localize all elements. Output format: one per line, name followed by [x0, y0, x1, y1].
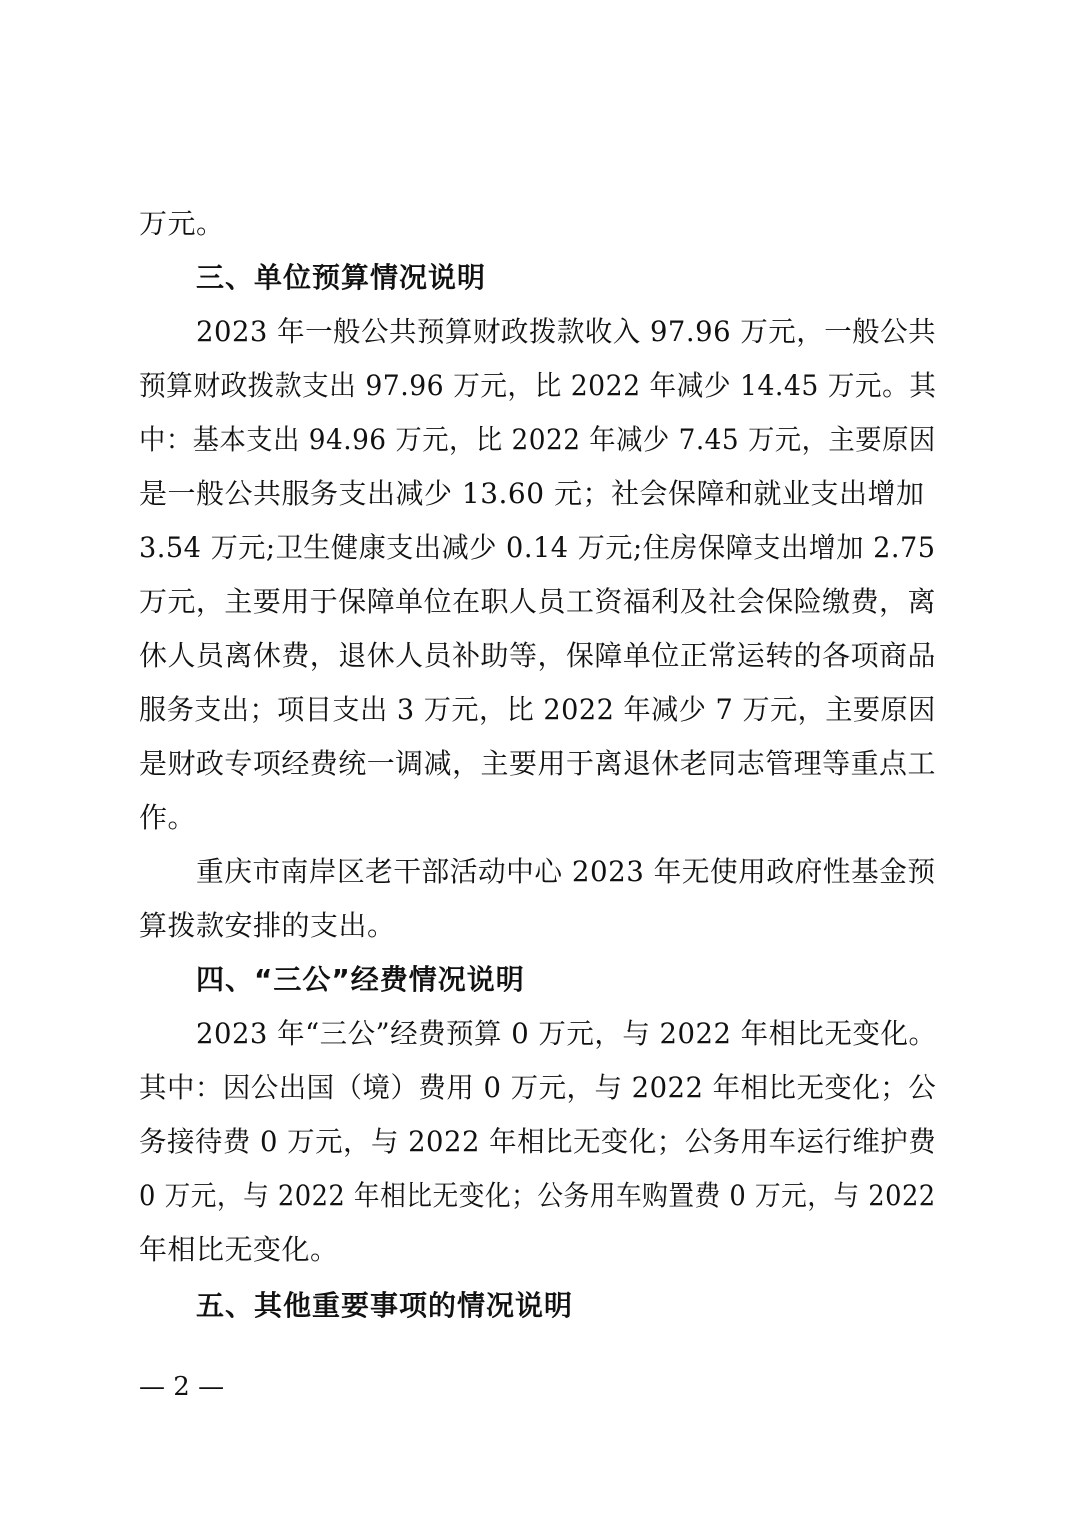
- text-line: 2023 年“三公”经费预算 0 万元，与 2022 年相比无变化。: [196, 1017, 937, 1050]
- text-line: 服务支出；项目支出 3 万元，比 2022 年减少 7 万元，主要原因: [139, 693, 936, 726]
- text-line: 万元，主要用于保障单位在职人员工资福利及社会保险缴费，离: [139, 585, 936, 618]
- text-line: 务接待费 0 万元，与 2022 年相比无变化；公务用车运行维护费: [139, 1125, 937, 1158]
- text-line: 年相比无变化。: [139, 1233, 339, 1266]
- text-line: 2023 年一般公共预算财政拨款收入 97.96 万元，一般公共: [196, 315, 937, 348]
- text-line: 是一般公共服务支出减少 13.60 元；社会保障和就业支出增加: [139, 477, 925, 510]
- text-line: 休人员离休费，退休人员补助等，保障单位正常运转的各项商品: [139, 639, 936, 672]
- section-heading-other-matters: 五、其他重要事项的情况说明: [196, 1289, 574, 1322]
- text-line: 万元。: [139, 207, 225, 240]
- text-line: 作。: [139, 801, 197, 834]
- text-line: 预算财政拨款支出 97.96 万元，比 2022 年减少 14.45 万元。其: [139, 369, 937, 402]
- text-line: 中：基本支出 94.96 万元，比 2022 年减少 7.45 万元，主要原因: [139, 423, 936, 456]
- text-line: 重庆市南岸区老干部活动中心 2023 年无使用政府性基金预: [196, 855, 936, 888]
- text-line: 算拨款安排的支出。: [139, 909, 396, 942]
- page-number: — 2 —: [139, 1372, 225, 1402]
- text-line: 0 万元，与 2022 年相比无变化；公务用车购置费 0 万元，与 2022: [139, 1179, 936, 1212]
- section-heading-three-public: 四、“三公”经费情况说明: [196, 963, 525, 996]
- text-line: 3.54 万元;卫生健康支出减少 0.14 万元;住房保障支出增加 2.75: [139, 531, 936, 564]
- text-line: 其中：因公出国（境）费用 0 万元，与 2022 年相比无变化；公: [139, 1071, 937, 1104]
- section-heading-unit-budget: 三、单位预算情况说明: [196, 261, 487, 294]
- text-line: 是财政专项经费统一调减，主要用于离退休老同志管理等重点工: [139, 747, 936, 780]
